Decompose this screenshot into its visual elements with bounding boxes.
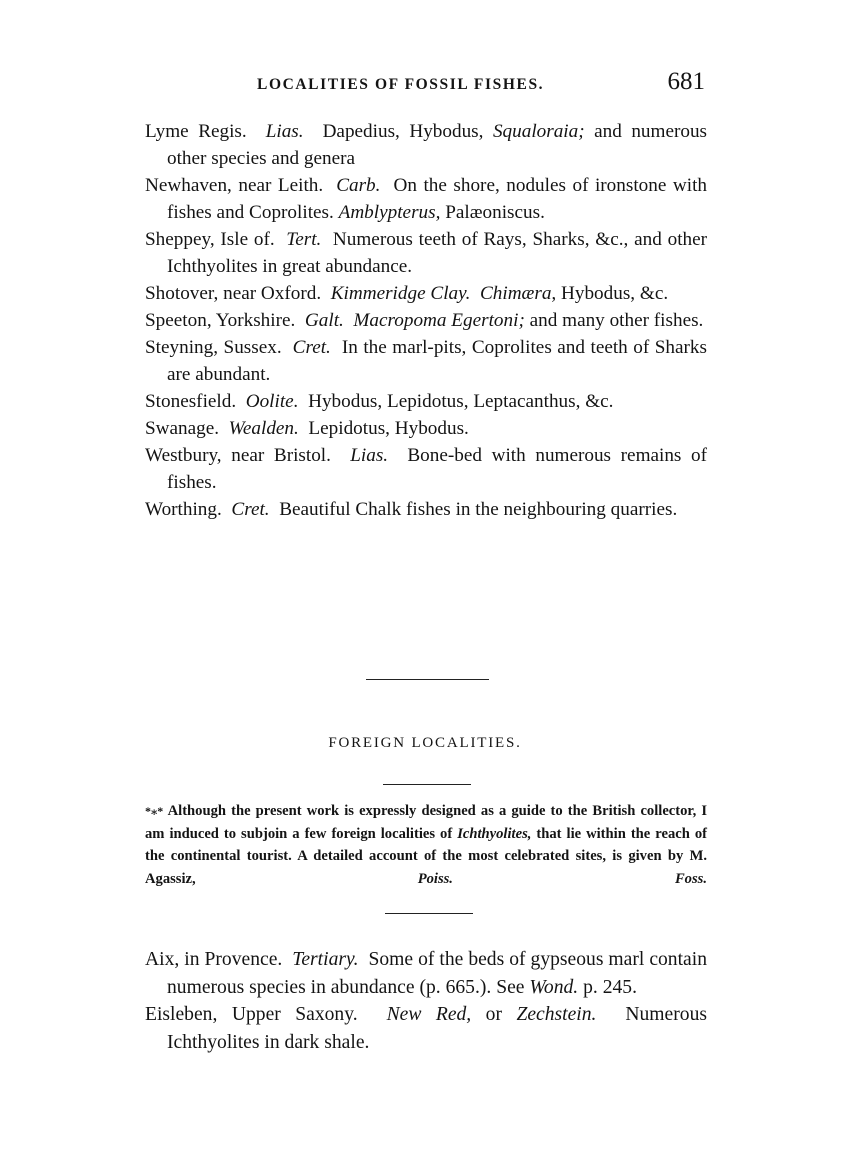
locality-italic-text: Macropoma Egertoni; (353, 310, 525, 331)
locality-formation: Carb. (336, 175, 381, 196)
locality-entry-newhaven (145, 172, 707, 226)
locality-place: Steyning, Sussex. (145, 337, 282, 358)
locality-formation: Wealden. (228, 418, 299, 439)
locality-text: Some of the beds of gypseous marl contain numerous species in abundance (p. 665.). See (167, 949, 707, 998)
locality-entry-stonesfield (145, 388, 707, 415)
locality-italic-text: Squaloraia; (492, 121, 585, 142)
locality-formation: Tertiary. (292, 949, 359, 970)
locality-formation: New Red, (386, 1004, 472, 1025)
locality-text: Numerous teeth of Rays, Sharks, &c., and other Ichthyolites in great abundance. (167, 229, 708, 277)
note-text-continued: that lie within the reach of the continental tourist. A detailed account of the most celebrated sites, is given by M. Agassiz, (145, 825, 707, 887)
locality-text-continued: Numerous Ichthyolites in dark shale. (167, 1004, 707, 1053)
locality-place: Aix, in Provence. (145, 949, 283, 970)
section-heading-foreign: FOREIGN LOCALITIES. (328, 735, 522, 751)
locality-formation: Galt. (304, 310, 344, 331)
locality-formation: Cret. (292, 337, 331, 358)
locality-italic-text: Wond. (529, 976, 579, 998)
note-first-line (145, 800, 707, 890)
locality-italic-text: Chimæra, (479, 283, 557, 304)
british-localities-list (145, 118, 707, 523)
locality-text: Lepidotus, Hybodus. (308, 418, 469, 439)
locality-text: In the marl-pits, Coprolites and teeth of Sharks are abundant. (167, 337, 707, 385)
locality-entry-aix (145, 946, 707, 1001)
locality-entry-steyning (145, 334, 707, 388)
locality-place: Eisleben, Upper Saxony. (145, 1004, 358, 1025)
locality-formation: Tert. (286, 229, 322, 250)
note-end-rule (385, 913, 473, 914)
locality-italic-text: Zechstein. (516, 1004, 597, 1025)
locality-formation: Lias. (350, 445, 389, 466)
running-title: LOCALITIES OF FOSSIL FISHES. (257, 76, 545, 93)
editorial-note (145, 800, 707, 890)
asterism-mark: *⁎* (145, 804, 164, 818)
note-italic-term: Ichthyolites, (457, 825, 532, 842)
locality-place: Shotover, near Oxford. (145, 283, 322, 304)
locality-text-continued: Palæoniscus. (445, 202, 545, 223)
locality-text: Bone-bed with numerous remains of fishes. (167, 445, 708, 493)
locality-entry-lyme-regis (145, 118, 707, 172)
locality-entry-eisleben (145, 1001, 707, 1056)
locality-formation: Kimmeridge Clay. (330, 283, 471, 304)
locality-entry-westbury (145, 442, 707, 496)
locality-entry-sheppey (145, 226, 707, 280)
locality-formation: Lias. (265, 121, 304, 142)
locality-place: Lyme Regis. (145, 121, 247, 142)
locality-entry-speeton (145, 307, 707, 334)
locality-entry-swanage (145, 415, 707, 442)
section-divider-rule (366, 679, 489, 680)
locality-place: Speeton, Yorkshire. (145, 310, 296, 331)
locality-text: or (485, 1004, 502, 1025)
locality-formation: Oolite. (245, 391, 299, 412)
locality-text-continued: p. 245. (583, 976, 637, 998)
locality-formation: Cret. (231, 499, 270, 520)
locality-entry-shotover (145, 280, 707, 307)
locality-place: Stonesfield. (145, 391, 237, 412)
note-text: Although the present work is expressly designed as a guide to the British collector, I am induced to subjoin a few foreign localities of (145, 803, 708, 842)
locality-place: Sheppey, Isle of. (145, 229, 275, 250)
locality-place: Newhaven, near Leith. (145, 175, 324, 196)
locality-italic-text: Amblypterus, (338, 202, 441, 223)
page-number: 681 (667, 68, 705, 95)
locality-text: On the shore, nodules of ironstone with fishes and Coprolites. (167, 175, 707, 223)
locality-text-continued: and numerous other species and genera (167, 121, 707, 169)
note-citation: Poiss. Foss. (417, 870, 707, 887)
locality-place: Swanage. (145, 418, 220, 439)
locality-place: Worthing. (145, 499, 222, 520)
locality-entry-worthing (145, 496, 707, 523)
foreign-localities-list (145, 946, 707, 1056)
heading-underline-rule (383, 784, 471, 785)
running-head (145, 70, 705, 104)
locality-text: Dapedius, Hybodus, (322, 121, 484, 142)
locality-text-continued: and many other fishes. (529, 310, 704, 331)
locality-text: Beautiful Chalk fishes in the neighbouring quarries. (279, 499, 678, 520)
locality-place: Westbury, near Bristol. (145, 445, 331, 466)
locality-text: Hybodus, Lepidotus, Leptacanthus, &c. (308, 391, 614, 412)
locality-text-continued: Hybodus, &c. (561, 283, 669, 304)
